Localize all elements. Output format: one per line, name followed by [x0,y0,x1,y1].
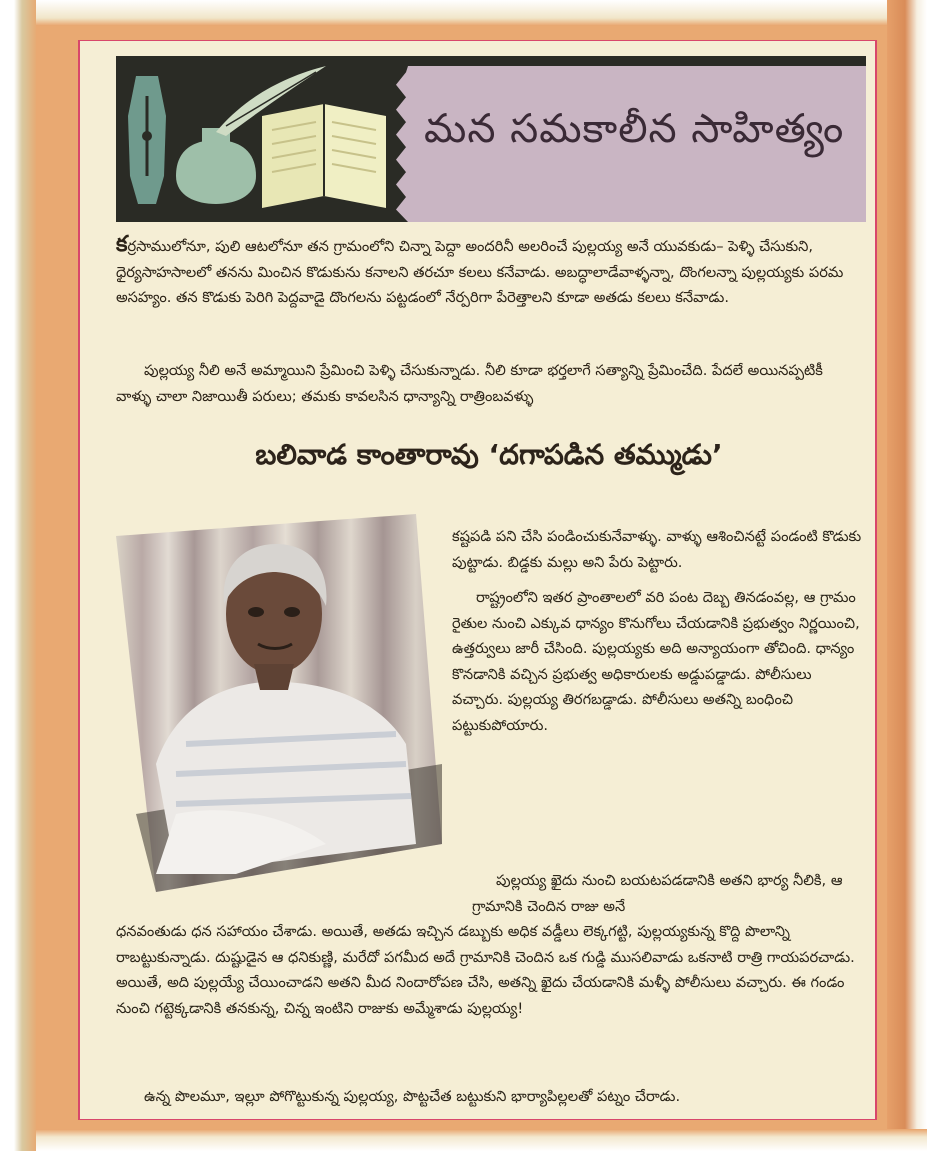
scan-edge-bottom [36,1129,927,1151]
open-book-icon [262,104,386,208]
section-banner [116,56,866,222]
column-paragraph-2: రాష్ట్రంలోని ఇతర ప్రాంతాలలో వరి పంట దెబ్బ తినడంవల్ల, ఆ గ్రామం రైతుల నుంచి ఎక్కువ ధాన్యం కొనుగోలు చేయడానికి ప్రభుత్వం నిర్ణయించి, ఉత్తర్వులు జారీ చేసింది. పుల్లయ్యకు అది అన్యాయంగా తోచింది. ధాన్యం కొనడానికి వచ్చిన ప్రభుత్వ అధికారులకు అడ్డుపడ్డాడు. పోలీసులు వచ్చారు. పుల్లయ్య తిరగబడ్డాడు. పోలీసులు అతన్ని బంధించి పట్టుకుపోయారు. [452,589,860,734]
bottom-paragraph-lead: పుల్లయ్య ఖైదు నుంచి బయటపడడానికి అతని భార్య నీలికి, ఆ గ్రామానికి చెందిన రాజు అనే [472,872,843,915]
drop-cap: క [116,232,128,257]
fountain-pen-nib-icon [128,76,166,204]
article-headline: బలివాడ కాంతారావు ‘దగాపడిన తమ్ముడు’ [255,438,723,471]
intro-paragraph [116,232,862,311]
column-paragraph-1: కష్టపడి పని చేసి పండించుకునేవాళ్ళు. వాళ్ళు ఆశించినట్టే పండంటి కొడుకు పుట్టాడు. బిడ్డకు మల్లు అని పేరు పెట్టారు. [452,528,862,571]
scan-edge-left [0,0,36,1151]
author-photo [116,514,442,892]
bottom-paragraph [116,868,862,1021]
paragraph-2: పుల్లయ్య నీలి అనే అమ్మాయిని ప్రేమించి పెళ్ళి చేసుకున్నాడు. నీలి కూడా భర్తలాగే సత్యాన్ని ప్రేమించేది. పేదలే అయినప్పటికీ వాళ్ళు చాలా నిజాయితీ పరులు; తమకు కావలసిన ధాన్యాన్ని రాత్రింబవళ్ళు [116,362,823,405]
banner-title: మన సమకాలీన సాహిత్యం [424,106,845,152]
intro-text: ర్రసాములోనూ, పులి ఆటలోనూ తన గ్రామంలోని చిన్నా పెద్దా అందరినీ అలరించే పుల్లయ్య అనే యువకుడు– పెళ్ళి చేసుకుని, ధైర్యసాహసాలలో తనను మించిన కొడుకును కనాలని తరచూ కలలు కనేవాడు. అబద్ధాలాడేవాళ్ళన్నా, దొంగలన్నా పుల్లయ్యకు పరమ అసహ్యం. తన కొడుకు పెరిగి పెద్దవాడై దొంగలను పట్టడంలో నేర్పరిగా పేరెత్తాలని కూడా అతడు కలలు కనేవాడు. [116,238,844,306]
bottom-paragraph-rest: ధనవంతుడు ధన సహాయం చేశాడు. అయితే, అతడు ఇచ్చిన డబ్బుకు అధిక వడ్డీలు లెక్కగట్టి, పుల్లయ్యకున్న కొద్ది పొలాన్ని రాబట్టుకున్నాడు. దుష్టుడైన ఆ ధనికుణ్ణి, మరేదో పగమీద అదే గ్రామానికి చెందిన ఒక గుడ్డి ముసలివాడు ఒకనాటి రాత్రి గాయపరచాడు. అయితే, అది పుల్లయ్యే చేయించాడని అతని మీద నిందారోపణ చేసి, అతన్ని ఖైదు చేయడానికి మళ్ళీ పోలీసులు వచ్చారు. ఈ గండం నుంచి గట్టెక్కడానికి తనకున్న, చిన్న ఇంటిని రాజుకు అమ్మేశాడు పుల్లయ్య! [116,923,855,1017]
scan-edge-top [36,0,927,26]
scan-edge-right [887,0,927,1151]
closing-paragraph: ఉన్న పొలమూ, ఇల్లూ పోగొట్టుకున్న పుల్లయ్య, పొట్టచేత బట్టుకుని భార్యాపిల్లలతో పట్నం చేరాడు. [144,1088,681,1105]
banner-illustration [116,56,396,222]
right-column [452,524,862,748]
